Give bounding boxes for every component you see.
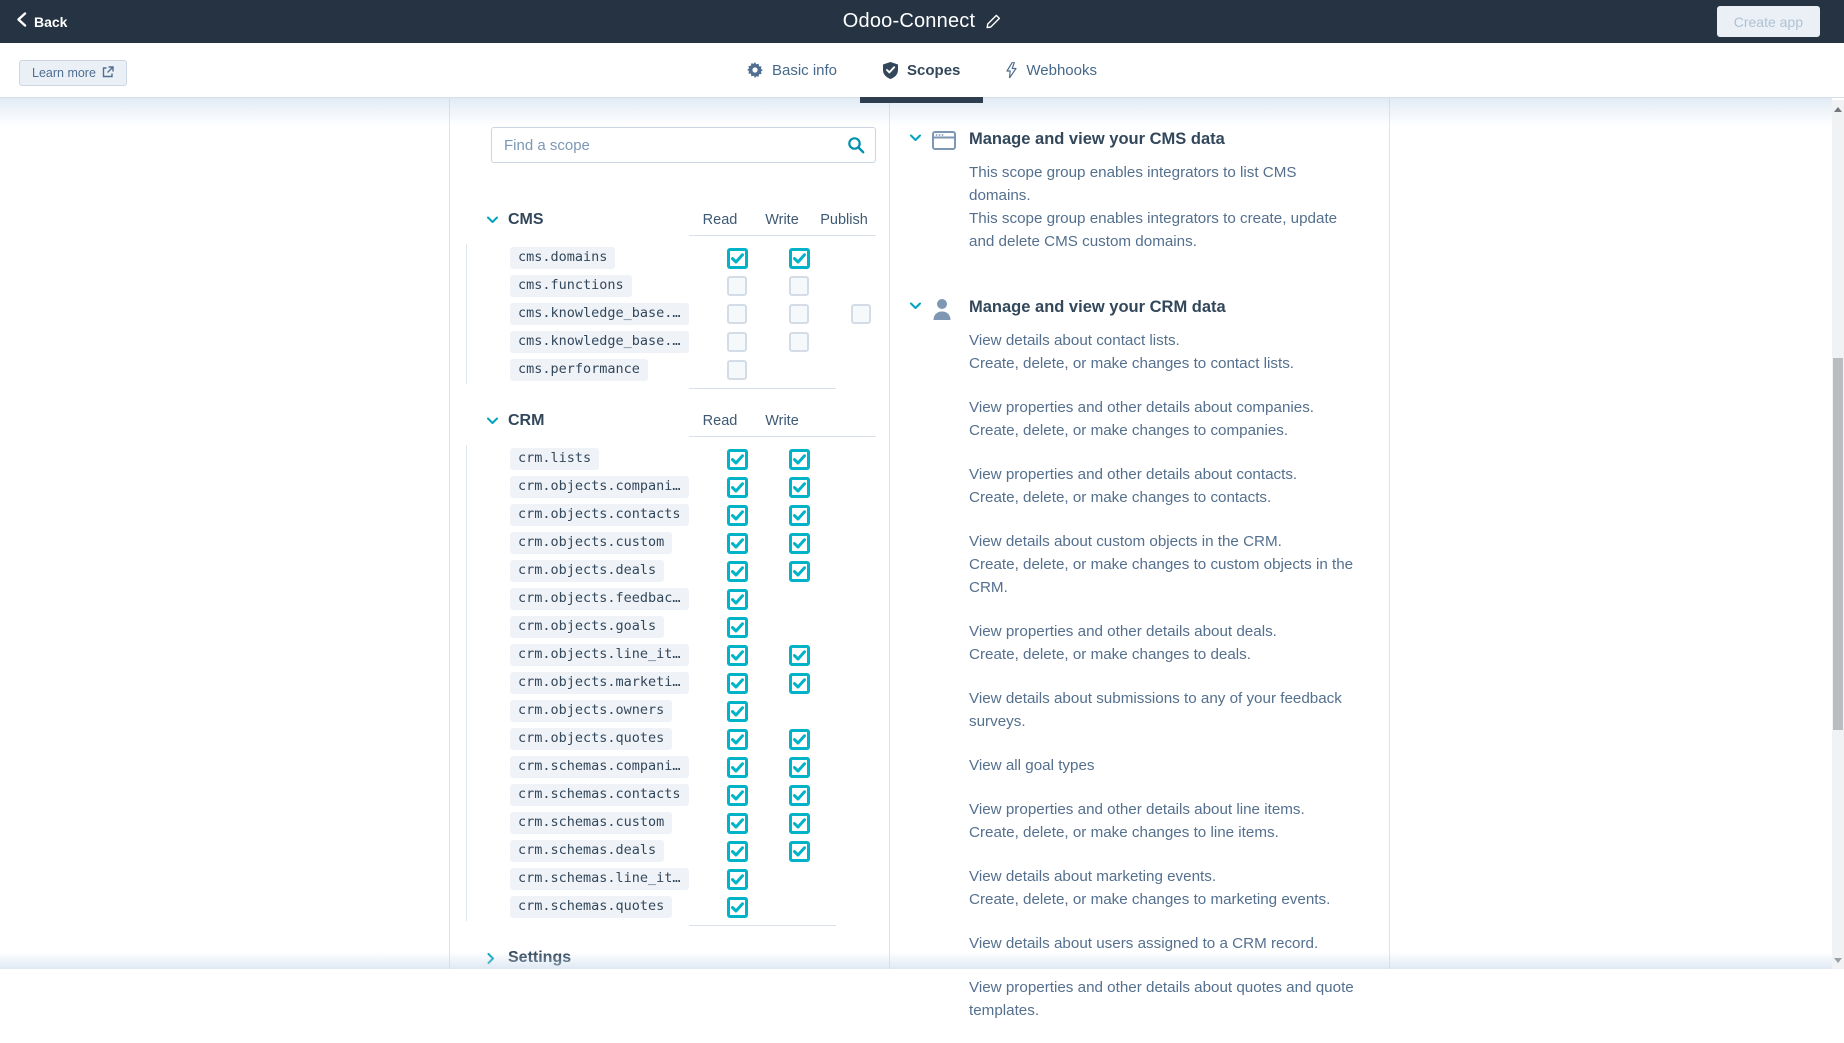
tab-label: Basic info xyxy=(772,62,837,79)
read-checkbox[interactable] xyxy=(727,701,748,722)
scope-row xyxy=(510,669,876,697)
cell-write xyxy=(768,304,830,324)
description-line: Create, delete, or make changes to custom objects in the CRM. xyxy=(969,553,1359,599)
checkbox-cells xyxy=(706,809,830,837)
description-line: Create, delete, or make changes to deals. xyxy=(969,643,1359,666)
chevron-down-icon xyxy=(487,216,501,224)
column-header-write: Write xyxy=(751,212,813,228)
scope-description xyxy=(969,865,1359,911)
search-input[interactable] xyxy=(491,127,876,163)
cell-write xyxy=(768,248,830,269)
write-checkbox[interactable] xyxy=(789,332,809,352)
cell-write xyxy=(768,477,830,498)
cell-write xyxy=(768,841,830,862)
read-checkbox[interactable] xyxy=(727,533,748,554)
read-checkbox[interactable] xyxy=(727,673,748,694)
tab-basic-info[interactable] xyxy=(724,43,860,97)
back-label: Back xyxy=(34,14,67,30)
learn-more-label: Learn more xyxy=(32,66,96,80)
scope-row xyxy=(510,613,876,641)
cell-read xyxy=(706,505,768,526)
description-line: View details about custom objects in the CRM. xyxy=(969,530,1359,553)
app-header xyxy=(0,0,1844,43)
scope-row xyxy=(510,865,876,893)
cell-write xyxy=(768,332,830,352)
cell-publish xyxy=(830,304,892,324)
description-line: Create, delete, or make changes to companies. xyxy=(969,419,1359,442)
cell-read xyxy=(706,276,768,296)
column-headers xyxy=(689,207,875,233)
read-checkbox[interactable] xyxy=(727,248,748,269)
write-checkbox[interactable] xyxy=(789,785,810,806)
cell-read xyxy=(706,645,768,666)
cell-write xyxy=(768,673,830,694)
description-groups xyxy=(910,129,1359,1043)
page-scrollbar[interactable] xyxy=(1832,100,1844,969)
scope-name: crm.objects.quotes xyxy=(510,728,672,750)
cell-read xyxy=(706,617,768,638)
write-checkbox[interactable] xyxy=(789,841,810,862)
chevron-down-icon[interactable] xyxy=(910,134,923,274)
cell-write xyxy=(768,813,830,834)
group-content xyxy=(969,297,1359,1043)
scrollbar-up-arrow[interactable] xyxy=(1832,102,1844,116)
scope-row xyxy=(510,893,876,921)
cell-read xyxy=(706,729,768,750)
scope-name: crm.schemas.line_it… xyxy=(510,868,689,890)
scope-row xyxy=(510,272,876,300)
user-icon xyxy=(932,298,956,1043)
title-wrap xyxy=(843,0,1001,43)
cell-read xyxy=(706,813,768,834)
cell-read xyxy=(706,360,768,380)
scope-row xyxy=(510,753,876,781)
cell-read xyxy=(706,869,768,890)
scope-row xyxy=(510,781,876,809)
write-checkbox[interactable] xyxy=(789,304,809,324)
scope-row xyxy=(510,585,876,613)
cell-read xyxy=(706,673,768,694)
read-checkbox[interactable] xyxy=(727,360,747,380)
description-line: View properties and other details about companies. xyxy=(969,396,1359,419)
read-checkbox[interactable] xyxy=(727,276,747,296)
write-checkbox[interactable] xyxy=(789,673,810,694)
scope-sections xyxy=(450,207,876,971)
scope-row xyxy=(510,473,876,501)
checkbox-cells xyxy=(706,356,892,384)
scope-description xyxy=(969,396,1359,442)
read-checkbox[interactable] xyxy=(727,897,748,918)
checkbox-cells xyxy=(706,641,830,669)
cell-read xyxy=(706,304,768,324)
scope-name: crm.objects.feedbac… xyxy=(510,588,689,610)
write-checkbox[interactable] xyxy=(789,449,810,470)
search-box xyxy=(491,127,876,163)
cell-write xyxy=(768,533,830,554)
write-checkbox[interactable] xyxy=(789,477,810,498)
cell-read xyxy=(706,757,768,778)
lightning-icon xyxy=(1006,62,1017,78)
description-line: View properties and other details about contacts. xyxy=(969,463,1359,486)
description-line: View properties and other details about line items. xyxy=(969,798,1359,821)
section-title: CRM xyxy=(508,412,544,430)
cell-read xyxy=(706,248,768,269)
section-rule xyxy=(689,925,836,926)
read-checkbox[interactable] xyxy=(727,785,748,806)
back-chevron-icon xyxy=(16,12,27,32)
description-line: View details about marketing events. xyxy=(969,865,1359,888)
read-checkbox[interactable] xyxy=(727,729,748,750)
column-header-write: Write xyxy=(751,413,813,429)
description-line: View details about contact lists. xyxy=(969,329,1359,352)
scope-row xyxy=(510,328,876,356)
description-line: Create, delete, or make changes to contact lists. xyxy=(969,352,1359,375)
checkbox-cells xyxy=(706,585,830,613)
scope-finder-panel xyxy=(450,98,890,969)
cell-write xyxy=(768,449,830,470)
scope-name: crm.objects.deals xyxy=(510,560,664,582)
group-content xyxy=(969,129,1359,274)
cell-write xyxy=(768,276,830,296)
chevron-down-icon[interactable] xyxy=(910,302,923,1043)
cell-read xyxy=(706,785,768,806)
checkbox-cells xyxy=(706,473,830,501)
scope-row xyxy=(510,501,876,529)
external-link-icon xyxy=(102,66,114,81)
description-line: This scope group enables integrators to list CMS domains. xyxy=(969,161,1359,207)
write-checkbox[interactable] xyxy=(789,276,809,296)
cell-read xyxy=(706,332,768,352)
scope-row xyxy=(510,445,876,473)
cell-read xyxy=(706,561,768,582)
section-rule xyxy=(689,388,836,389)
tab-scopes[interactable] xyxy=(860,43,983,97)
scope-group xyxy=(910,129,1359,274)
scope-section-settings xyxy=(450,945,876,971)
read-checkbox[interactable] xyxy=(727,645,748,666)
tab-label: Webhooks xyxy=(1026,62,1097,79)
scope-row xyxy=(510,300,876,328)
scope-name: crm.lists xyxy=(510,448,599,470)
scope-description xyxy=(969,463,1359,509)
scope-row xyxy=(510,809,876,837)
read-checkbox[interactable] xyxy=(727,332,747,352)
read-checkbox[interactable] xyxy=(727,617,748,638)
scope-name: crm.objects.custom xyxy=(510,532,672,554)
write-checkbox[interactable] xyxy=(789,729,810,750)
chevron-right-icon xyxy=(487,953,501,964)
cell-write xyxy=(768,561,830,582)
scope-name: crm.schemas.quotes xyxy=(510,896,672,918)
tabs xyxy=(724,43,1120,97)
section-header-settings[interactable] xyxy=(487,945,876,971)
description-line: View properties and other details about deals. xyxy=(969,620,1359,643)
write-checkbox[interactable] xyxy=(789,757,810,778)
group-title: Manage and view your CRM data xyxy=(969,297,1359,317)
checkbox-cells xyxy=(706,697,830,725)
column-header-publish: Publish xyxy=(813,212,875,228)
scope-name: crm.schemas.contacts xyxy=(510,784,689,806)
scope-rows xyxy=(466,445,876,921)
write-checkbox[interactable] xyxy=(789,813,810,834)
tab-label: Scopes xyxy=(907,62,960,79)
checkbox-cells xyxy=(706,244,892,272)
read-checkbox[interactable] xyxy=(727,477,748,498)
scrollbar-thumb[interactable] xyxy=(1833,358,1843,730)
description-line: Create, delete, or make changes to contacts. xyxy=(969,486,1359,509)
cell-write xyxy=(768,505,830,526)
scope-name: crm.schemas.custom xyxy=(510,812,672,834)
cell-read xyxy=(706,589,768,610)
scope-name: cms.knowledge_base.… xyxy=(510,331,689,353)
scope-name: cms.domains xyxy=(510,247,615,269)
scope-row xyxy=(510,356,876,384)
checkbox-cells xyxy=(706,300,892,328)
scope-row xyxy=(510,697,876,725)
scope-description xyxy=(969,530,1359,599)
scope-description xyxy=(969,976,1359,1022)
scope-name: crm.objects.owners xyxy=(510,700,672,722)
main-content xyxy=(0,98,1844,969)
cell-read xyxy=(706,701,768,722)
read-checkbox[interactable] xyxy=(727,561,748,582)
write-checkbox[interactable] xyxy=(789,561,810,582)
cell-read xyxy=(706,897,768,918)
read-checkbox[interactable] xyxy=(727,841,748,862)
header-rule xyxy=(689,235,876,236)
cell-read xyxy=(706,449,768,470)
tab-webhooks[interactable] xyxy=(983,43,1120,97)
scrollbar-down-arrow[interactable] xyxy=(1832,953,1844,967)
scope-description xyxy=(969,329,1359,375)
write-checkbox[interactable] xyxy=(789,505,810,526)
scope-name: crm.objects.line_it… xyxy=(510,644,689,666)
scope-description xyxy=(969,932,1359,955)
cell-read xyxy=(706,841,768,862)
section-title: CMS xyxy=(508,211,544,229)
cell-write xyxy=(768,729,830,750)
checkbox-cells xyxy=(706,328,892,356)
cell-read xyxy=(706,477,768,498)
shield-check-icon xyxy=(883,62,898,79)
scope-row xyxy=(510,725,876,753)
write-checkbox[interactable] xyxy=(789,248,810,269)
page-title: Odoo-Connect xyxy=(843,10,975,33)
scope-section-cms xyxy=(450,207,876,389)
read-checkbox[interactable] xyxy=(727,589,748,610)
checkbox-cells xyxy=(706,445,830,473)
description-line: View all goal types xyxy=(969,754,1359,777)
checkbox-cells xyxy=(706,557,830,585)
write-checkbox[interactable] xyxy=(789,533,810,554)
publish-checkbox[interactable] xyxy=(851,304,871,324)
header-rule xyxy=(689,436,876,437)
description-line: This scope group enables integrators to create, update and delete CMS custom domains. xyxy=(969,207,1359,253)
back-button[interactable] xyxy=(16,0,67,43)
learn-more-button[interactable] xyxy=(19,60,127,86)
scope-name: crm.schemas.deals xyxy=(510,840,664,862)
scope-name: cms.performance xyxy=(510,359,648,381)
checkbox-cells xyxy=(706,501,830,529)
description-line: View details about submissions to any of your feedback surveys. xyxy=(969,687,1359,733)
scope-name: crm.objects.goals xyxy=(510,616,664,638)
group-title: Manage and view your CMS data xyxy=(969,129,1359,149)
cell-write xyxy=(768,645,830,666)
window-icon xyxy=(932,130,956,274)
description-line: View properties and other details about quotes and quote templates. xyxy=(969,976,1359,1022)
scope-description xyxy=(969,620,1359,666)
cell-write xyxy=(768,785,830,806)
checkbox-cells xyxy=(706,837,830,865)
scope-section-crm xyxy=(450,408,876,926)
checkbox-cells xyxy=(706,669,830,697)
checkbox-cells xyxy=(706,725,830,753)
tab-bar xyxy=(0,43,1844,98)
column-header-read: Read xyxy=(689,413,751,429)
section-header-cms[interactable] xyxy=(487,207,876,233)
description-line: Create, delete, or make changes to marketing events. xyxy=(969,888,1359,911)
column-header-read: Read xyxy=(689,212,751,228)
scope-name: cms.knowledge_base.… xyxy=(510,303,689,325)
read-checkbox[interactable] xyxy=(727,449,748,470)
create-app-button[interactable]: Create app xyxy=(1717,6,1820,37)
read-checkbox[interactable] xyxy=(727,304,747,324)
edit-title-pencil-icon[interactable] xyxy=(986,14,1001,29)
scope-description xyxy=(969,798,1359,844)
scope-row xyxy=(510,557,876,585)
checkbox-cells xyxy=(706,613,830,641)
section-header-crm[interactable] xyxy=(487,408,876,434)
checkbox-cells xyxy=(706,272,892,300)
scope-group xyxy=(910,297,1359,1043)
scope-name: crm.schemas.compani… xyxy=(510,756,689,778)
read-checkbox[interactable] xyxy=(727,505,748,526)
write-checkbox[interactable] xyxy=(789,645,810,666)
scope-name: cms.functions xyxy=(510,275,632,297)
checkbox-cells xyxy=(706,893,830,921)
scope-row xyxy=(510,244,876,272)
scope-description xyxy=(969,161,1359,253)
checkbox-cells xyxy=(706,529,830,557)
scope-row xyxy=(510,529,876,557)
gear-icon xyxy=(747,62,763,78)
chevron-down-icon xyxy=(487,417,501,425)
checkbox-cells xyxy=(706,753,830,781)
cell-write xyxy=(768,757,830,778)
description-line: View details about users assigned to a CRM record. xyxy=(969,932,1359,955)
scope-rows xyxy=(466,244,876,384)
read-checkbox[interactable] xyxy=(727,869,748,890)
section-title: Settings xyxy=(508,949,571,967)
read-checkbox[interactable] xyxy=(727,813,748,834)
checkbox-cells xyxy=(706,781,830,809)
scope-descriptions-panel xyxy=(890,98,1389,969)
description-line: Create, delete, or make changes to line items. xyxy=(969,821,1359,844)
scopes-panel xyxy=(449,98,1390,969)
scope-description xyxy=(969,754,1359,777)
scope-row xyxy=(510,837,876,865)
cell-read xyxy=(706,533,768,554)
column-headers xyxy=(689,408,813,434)
scope-name: crm.objects.compani… xyxy=(510,476,689,498)
scope-name: crm.objects.contacts xyxy=(510,504,689,526)
scope-description xyxy=(969,687,1359,733)
read-checkbox[interactable] xyxy=(727,757,748,778)
scope-row xyxy=(510,641,876,669)
checkbox-cells xyxy=(706,865,830,893)
scope-name: crm.objects.marketi… xyxy=(510,672,689,694)
